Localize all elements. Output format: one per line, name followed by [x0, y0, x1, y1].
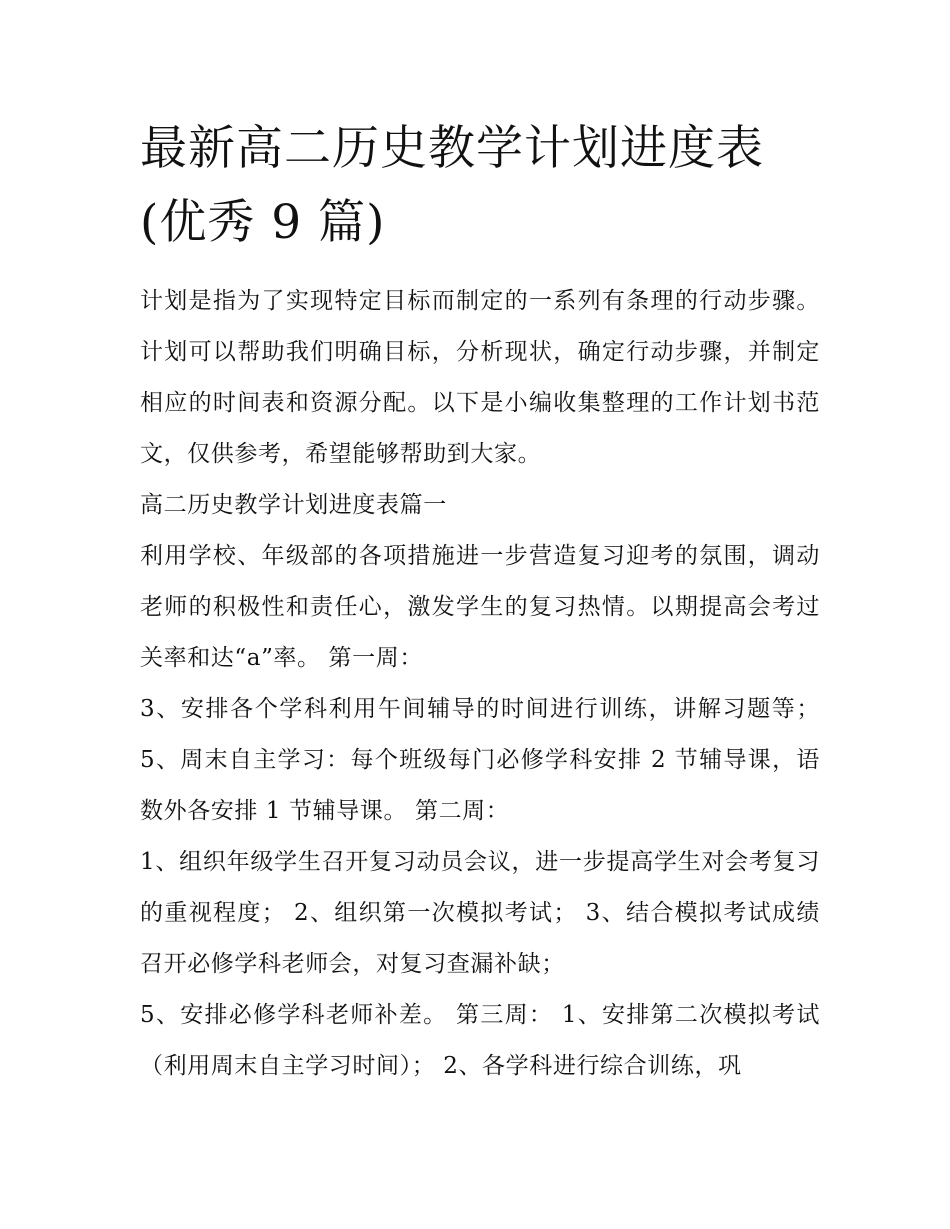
body-paragraph: 利用学校、年级部的各项措施进一步营造复习迎考的氛围，调动老师的积极性和责任心，激发学生的复习热情。以期提高会考过关率和达“a”率。 第一周：: [140, 543, 820, 671]
body-paragraph: 1、组织年级学生召开复习动员会议，进一步提高学生对会考复习的重视程度； 2、组织第一次模拟考试； 3、结合模拟考试成绩召开必修学科老师会，对复习查漏补缺；: [140, 849, 820, 977]
intro-paragraph: 计划是指为了实现特定目标而制定的一系列有条理的行动步骤。计划可以帮助我们明确目标，分析现状，确定行动步骤，并制定相应的时间表和资源分配。以下是小编收集整理的工作计划书范文，仅供参考，希望能够帮助到大家。: [140, 288, 820, 467]
document-body: [140, 112, 820, 1092]
document-title: 最新高二历史教学计划进度表 (优秀 9 篇): [140, 121, 764, 250]
body-paragraph: 5、安排必修学科老师补差。 第三周： 1、安排第二次模拟考试（利用周末自主学习时间）； 2、各学科进行综合训练，巩: [140, 1002, 820, 1079]
body-paragraph: 3、安排各个学科利用午间辅导的时间进行训练，讲解习题等； 5、周末自主学习：每个班级每门必修学科安排 2 节辅导课，语数外各安排 1 节辅导课。 第二周：: [140, 696, 820, 824]
section-heading: 高二历史教学计划进度表篇一: [140, 492, 447, 518]
